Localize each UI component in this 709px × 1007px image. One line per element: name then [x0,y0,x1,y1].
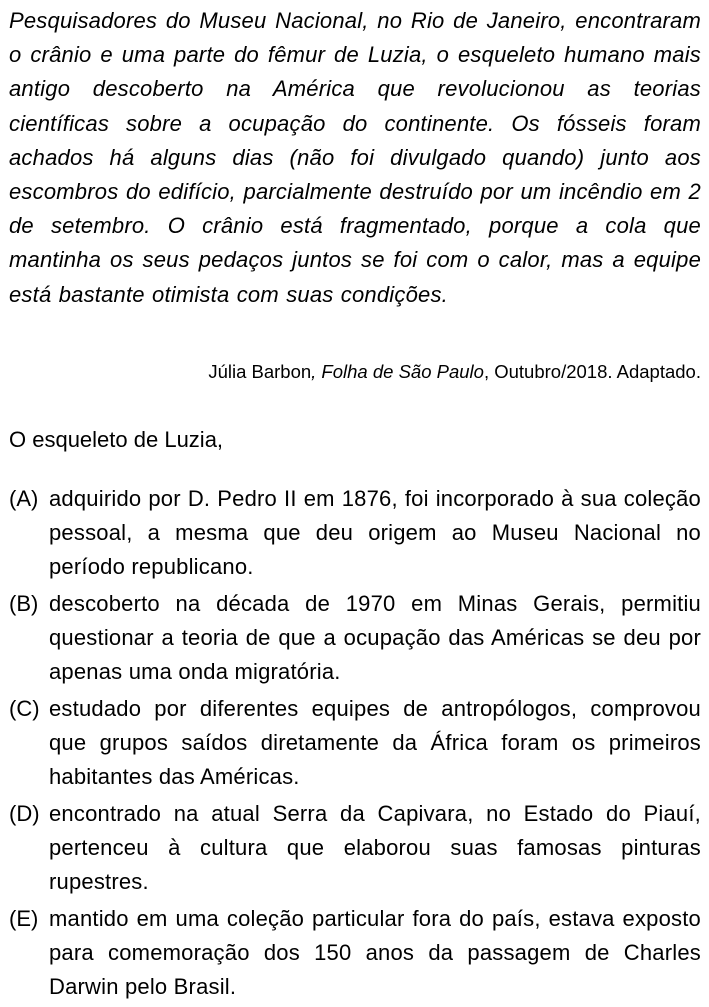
option-b[interactable] [9,587,701,689]
option-e[interactable] [9,902,701,1004]
option-c[interactable] [9,692,701,794]
option-text: mantido em uma coleção particular fora do país, estava exposto para comemoração dos 150 anos da passagem de Charles Darwin pelo Brasil. [49,906,701,999]
option-text: estudado por diferentes equipes de antropólogos, comprovou que grupos saídos diretamente da África foram os primeiros habitantes das Américas. [49,696,701,789]
citation [208,360,701,384]
option-letter: (D) [9,801,40,826]
option-letter: (E) [9,906,39,931]
option-text: descoberto na década de 1970 em Minas Gerais, permitiu questionar a teoria de que a ocupação das Américas se deu por apenas uma onda migratória. [49,591,701,684]
source-passage: Pesquisadores do Museu Nacional, no Rio de Janeiro, encontraram o crânio e uma parte do fêmur de Luzia, o esqueleto humano mais antigo descoberto na América que revolucionou as teorias científicas sobre a ocupação do continente. Os fósseis foram achados há alguns dias (não foi divulgado quando) junto aos escombros do edifício, parcialmente destruído por um incêndio em 2 de setembro. O crânio está fragmentado, porque a cola que mantinha os seus pedaços juntos se foi com o calor, mas a equipe está bastante otimista com suas condições. [9,8,701,307]
option-d[interactable] [9,797,701,899]
option-letter: (A) [9,486,39,511]
citation-source: , Folha de São Paulo [311,361,484,382]
citation-date: , Outubro/2018. Adaptado. [483,361,701,382]
option-text: encontrado na atual Serra da Capivara, no Estado do Piauí, pertenceu à cultura que elaborou suas famosas pinturas rupestres. [49,801,701,894]
question-stem: O esqueleto de Luzia, [9,427,224,452]
option-text: adquirido por D. Pedro II em 1876, foi incorporado à sua coleção pessoal, a mesma que deu origem ao Museu Nacional no período republicano. [49,486,701,579]
option-a[interactable] [9,482,701,584]
option-letter: (B) [9,591,39,616]
answer-options [9,482,701,1007]
option-letter: (C) [9,696,40,721]
citation-author: Júlia Barbon [208,361,312,382]
